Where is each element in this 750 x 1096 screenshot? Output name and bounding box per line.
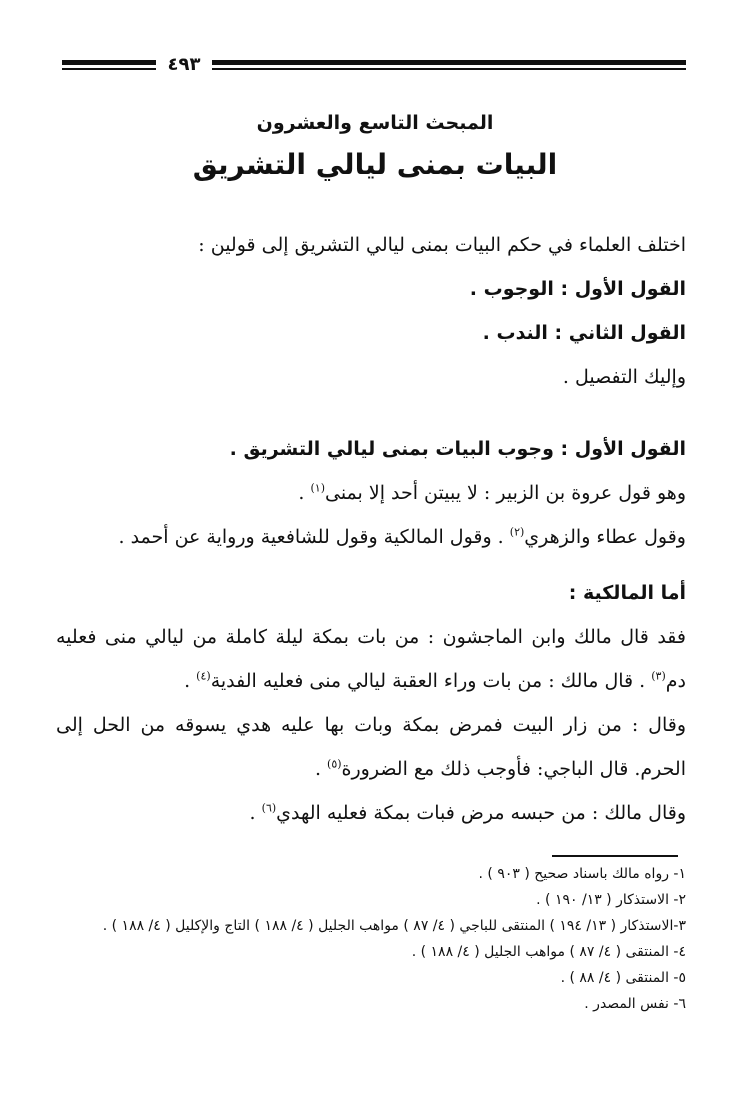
malik-line-1: فقد قال مالك وابن الماجشون : من بات بمكة ليلة كاملة من ليالي منى فعليه — [56, 626, 686, 648]
page-header — [62, 54, 686, 80]
malik-line-5-end: . — [249, 802, 262, 824]
footnote-ref-4: (٤) — [196, 669, 211, 683]
malik-line-4 — [56, 756, 686, 783]
malik-line-4-end: . — [314, 758, 328, 780]
header-rule-right — [212, 58, 686, 74]
header-rule-left — [62, 58, 156, 74]
urwa-quote-end: . — [298, 482, 311, 504]
malik-line-5 — [56, 800, 686, 827]
opinion-2: القول الثاني : الندب . — [482, 322, 686, 344]
footnote-ref-3: (٣) — [651, 669, 666, 683]
footnote-4: ٤- المنتقى ( ٤/ ٨٧ ) مواهب الجليل ( ٤/ ١٨٨ ) . — [411, 944, 686, 960]
malik-line-2-end: . — [184, 670, 197, 692]
urwa-quote-text: وهو قول عروة بن الزبير : لا يبيتن أحد إلا بمنى — [324, 482, 686, 504]
ata-text-rest: . وقول المالكية وقول للشافعية ورواية عن أحمد . — [118, 526, 510, 548]
chapter-label: المبحث التاسع والعشرون — [256, 112, 494, 134]
footnote-1: ١- رواه مالك باسناد صحيح ( ٩٠٣ ) . — [478, 866, 686, 882]
malik-line-4-a: الحرم. قال الباجي: فأوجب ذلك مع الضرورة — [341, 758, 686, 780]
malikiyya-heading: أما المالكية : — [568, 582, 686, 604]
footnote-ref-6: (٦) — [261, 801, 277, 815]
ata-line — [56, 524, 686, 551]
footnote-ref-5: (٥) — [327, 757, 342, 771]
section-1-heading: القول الأول : وجوب البيات بمنى ليالي التشريق . — [229, 438, 686, 460]
footnote-6: ٦- نفس المصدر . — [584, 996, 686, 1012]
malik-line-2 — [56, 668, 686, 695]
footnote-2: ٢- الاستذكار ( ١٣/ ١٩٠ ) . — [536, 892, 686, 908]
malik-line-5-a: وقال مالك : من حبسه مرض فبات بمكة فعليه الهدي — [276, 802, 686, 824]
intro-line: اختلف العلماء في حكم البيات بمنى ليالي التشريق إلى قولين : — [198, 234, 686, 256]
malik-line-2-b: . قال مالك : من بات وراء العقبة ليالي منى فعليه الفدية — [210, 670, 652, 692]
malik-line-2-a: دم — [665, 670, 686, 692]
detail-line: وإليك التفصيل . — [562, 366, 686, 388]
ata-text: وقول عطاء والزهري — [524, 526, 686, 548]
footnote-5: ٥- المنتقى ( ٤/ ٨٨ ) . — [560, 970, 686, 986]
urwa-quote-line — [56, 480, 686, 507]
page-number: ٤٩٣ — [167, 54, 201, 75]
malik-line-3: وقال : من زار البيت فمرض بمكة وبات بها عليه هدي يسوقه من الحل إلى — [56, 714, 686, 736]
footnote-ref-1: (١) — [310, 481, 325, 495]
chapter-title: البيات بمنى ليالي التشريق — [192, 148, 558, 181]
footnote-3: ٣-الاستذكار ( ١٣/ ١٩٤ ) المنتقى للباجي ( ٤/ ٨٧ ) مواهب الجليل ( ٤/ ١٨٨ ) التاج والإكليل ( ٤/ ١٨٨ ) . — [102, 918, 686, 934]
footnote-ref-2: (٢) — [509, 525, 525, 539]
footnote-separator — [552, 855, 678, 857]
opinion-1: القول الأول : الوجوب . — [469, 278, 686, 300]
